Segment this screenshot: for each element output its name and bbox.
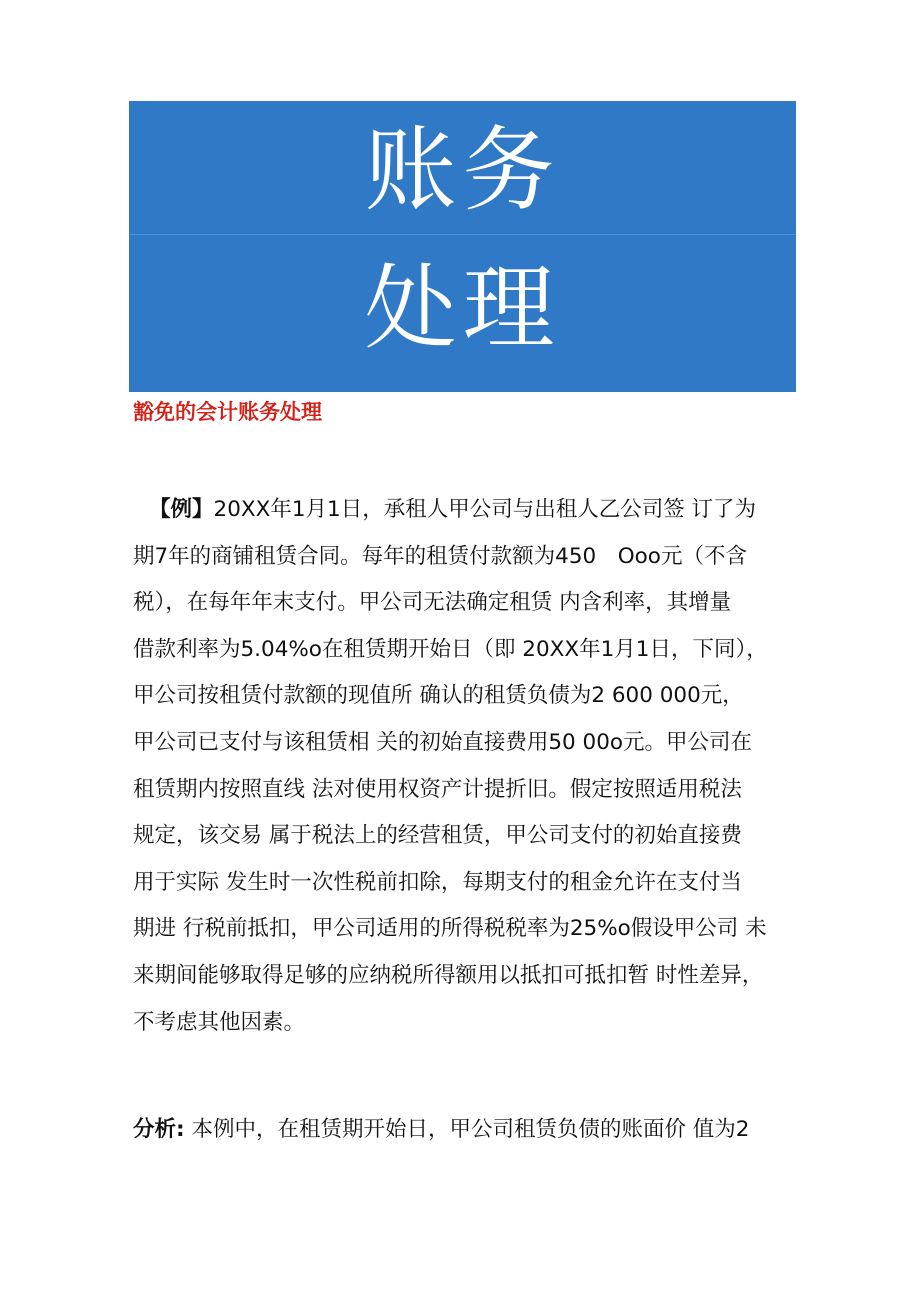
example-line-3: 税），在每年年末支付。甲公司无法确定租赁 内含利率，其增量 [133, 590, 732, 616]
title-banner [129, 101, 796, 392]
example-paragraph [133, 487, 813, 1046]
analysis-line-1 [133, 1107, 813, 1154]
example-line-11: 来期间能够取得足够的应纳税所得额用以抵扣可抵扣暂 时性差异， [133, 962, 764, 988]
example-line-2: 期7年的商铺租赁合同。每年的租赁付款额为450 Ooo元（不含 [133, 543, 747, 569]
example-line-9: 用于实际 发生时一次性税前扣除，每期支付的租金允许在支付当 [133, 869, 742, 895]
banner-title-line-2: 处理 [364, 255, 561, 362]
example-line-6: 甲公司已支付与该租赁相 关的初始直接费用50 00o元。甲公司在 [133, 729, 753, 755]
analysis-text: 本例中，在租赁期开始日，甲公司租赁负债的账面价 值为2 [184, 1117, 750, 1142]
banner-divider [129, 234, 796, 235]
example-line-12: 不考虑其他因素。 [133, 1009, 306, 1035]
example-line-1 [133, 487, 813, 534]
example-line-4: 借款利率为5.04%o在租赁期开始日（即 20XX年1月1日，下同）， [133, 636, 768, 662]
banner-title-line-1: 账务 [364, 117, 561, 224]
example-line-10: 期进 行税前抵扣，甲公司适用的所得税税率为25%o假设甲公司 未 [133, 916, 767, 942]
example-line-7: 租赁期内按照直线 法对使用权资产计提折旧。假定按照适用税法 [133, 776, 742, 802]
section-subtitle: 豁免的会计账务处理 [133, 400, 322, 424]
example-line-8: 规定，该交易 属于税法上的经营租赁，甲公司支付的初始直接费 [133, 823, 742, 849]
analysis-tag: 分析: [133, 1117, 185, 1142]
example-line-5: 甲公司按租赁付款额的现值所 确认的租赁负债为2 600 000元， [133, 683, 744, 709]
analysis-paragraph [133, 1107, 813, 1154]
example-line-text: 20XX年1月1日，承租人甲公司与出租人乙公司签 订了为 [213, 497, 757, 522]
example-tag: 【例】 [149, 497, 214, 522]
